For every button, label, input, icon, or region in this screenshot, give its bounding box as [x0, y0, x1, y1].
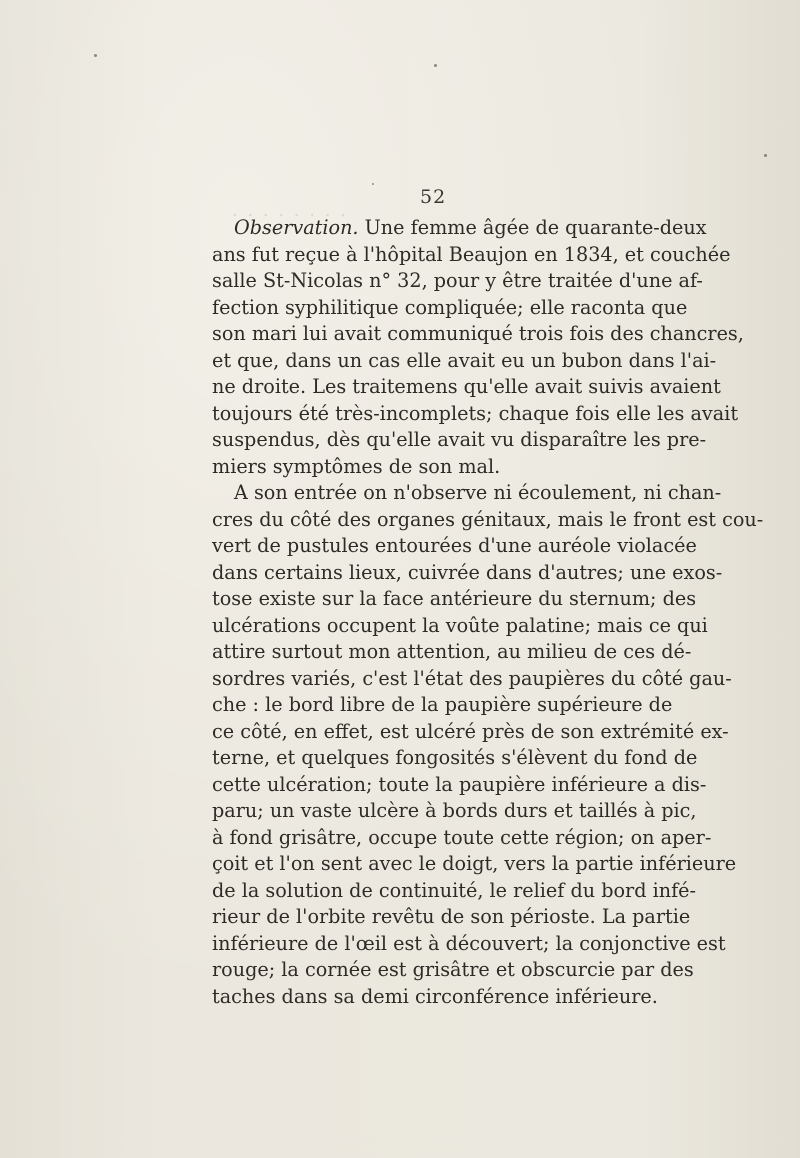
paper-speck: [372, 183, 374, 185]
text-line: ulcérations occupent la voûte palatine; mais ce qui: [212, 613, 708, 637]
paper-speck: [764, 154, 767, 157]
text-line: ce côté, en effet, est ulcéré près de son extrémité ex-: [212, 719, 729, 743]
text-line: rouge; la cornée est grisâtre et obscurcie par des: [212, 958, 694, 981]
text-line: miers symptômes de son mal.: [212, 454, 501, 478]
text-line: paru; un vaste ulcère à bords durs et taillés à pic,: [212, 799, 697, 822]
text-line: rieur de l'orbite revêtu de son périoste. La partie: [212, 905, 691, 928]
paper-speck: [434, 64, 437, 67]
observation-heading: Observation.: [234, 216, 359, 239]
text-line: à fond grisâtre, occupe toute cette région; on aper-: [212, 825, 712, 849]
text-line: che : le bord libre de la paupière supérieure de: [212, 693, 673, 716]
body-text: [212, 215, 764, 1010]
text-line-content: Une femme âgée de quarante-deux: [358, 216, 707, 239]
text-line: fection syphilitique compliquée; elle raconta que: [212, 295, 688, 319]
text-line: attire surtout mon attention, au milieu de ces dé-: [212, 640, 692, 663]
text-line: inférieure de l'œil est à découvert; la conjonctive est: [212, 931, 726, 955]
text-line: cette ulcération; toute la paupière inférieure a dis-: [212, 772, 707, 796]
text-line: salle St-Nicolas n° 32, pour y être traitée d'une af-: [212, 269, 703, 292]
text-line: sordres variés, c'est l'état des paupières du côté gau-: [212, 666, 732, 690]
text-line: de la solution de continuité, le relief du bord infé-: [212, 878, 697, 902]
text-line: cres du côté des organes génitaux, mais le front est cou-: [212, 507, 764, 531]
text-line: terne, et quelques fongosités s'élèvent du fond de: [212, 746, 698, 769]
text-line: suspendus, dès qu'elle avait vu disparaître les pre-: [212, 428, 707, 451]
show-through-text: . . . . . . . .: [230, 200, 346, 221]
text-line: tose existe sur la face antérieure du sternum; des: [212, 587, 697, 610]
text-line: A son entrée on n'observe ni écoulement, ni chan-: [234, 481, 722, 504]
text-line: ans fut reçue à l'hôpital Beaujon en 1834, et couchée: [212, 242, 731, 266]
text-line: son mari lui avait communiqué trois fois des chancres,: [212, 322, 744, 345]
text-line: çoit et l'on sent avec le doigt, vers la partie inférieure: [212, 852, 737, 875]
text-line: et que, dans un cas elle avait eu un bubon dans l'ai-: [212, 348, 717, 372]
text-line: ne droite. Les traitemens qu'elle avait suivis avaient: [212, 375, 721, 398]
text-line: toujours été très-incomplets; chaque fois elle les avait: [212, 401, 739, 425]
text-line: vert de pustules entourées d'une auréole violacée: [212, 534, 697, 557]
text-line: dans certains lieux, cuivrée dans d'autres; une exos-: [212, 560, 723, 584]
text-line: taches dans sa demi circonférence inférieure.: [212, 984, 658, 1008]
page-number: 52: [420, 186, 447, 208]
paper-speck: [94, 54, 97, 57]
text-line: [212, 215, 707, 242]
